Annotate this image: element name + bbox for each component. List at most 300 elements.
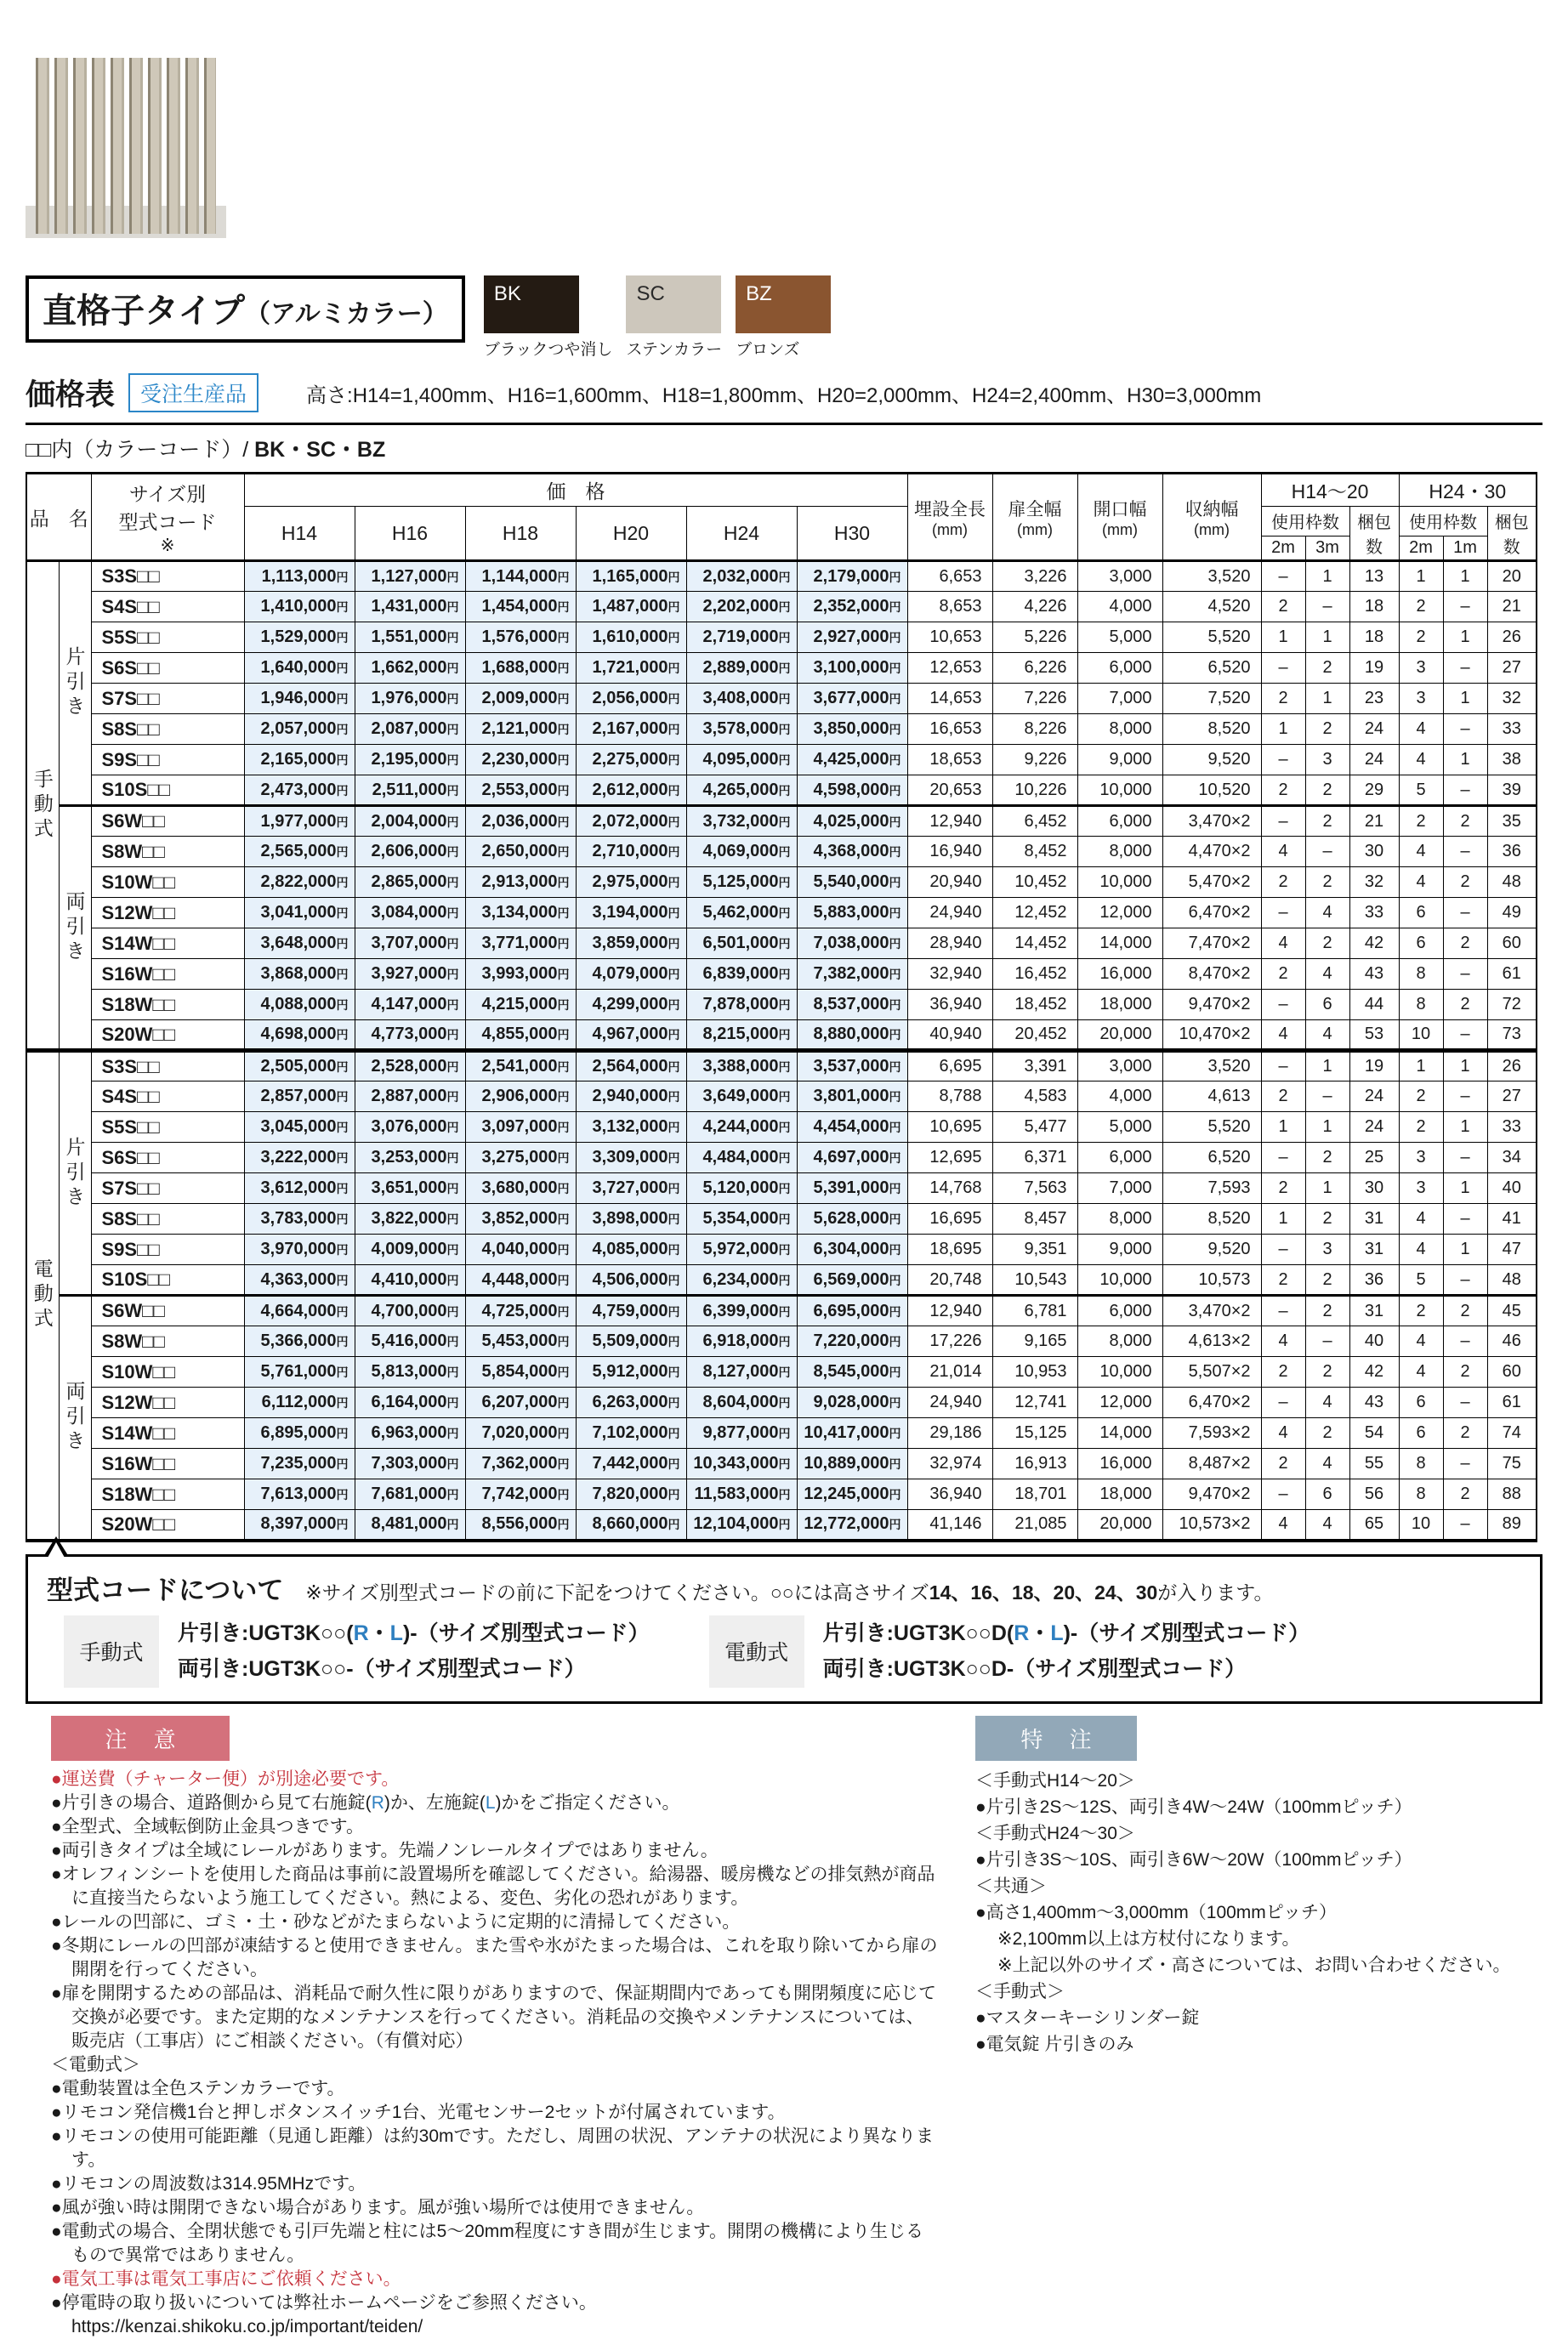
price-cell: 3,649,000円 [686,1082,797,1112]
special-list [975,1768,1542,2058]
price-cell: 4,700,000円 [355,1296,465,1326]
dimension-cell: 16,000 [1077,959,1162,990]
dimension-cell: 8,653 [907,592,992,622]
price-cell: 2,167,000円 [576,714,686,745]
count-cell: 48 [1487,1265,1537,1296]
dimension-cell: 14,452 [992,928,1077,959]
row-subgroup-label: 片引き [59,561,91,806]
dimension-cell: 9,470×2 [1162,1479,1261,1510]
price-cell: 12,245,000円 [797,1479,907,1510]
count-cell: 24 [1349,745,1399,775]
table-row [26,592,1537,622]
count-cell: 72 [1487,990,1537,1020]
caution-item: ●両引きタイプは全域にレールがあります。先端ノンレールタイプではありません。 [51,1840,719,1860]
count-cell: 33 [1487,1112,1537,1143]
dimension-cell: 5,000 [1077,1112,1162,1143]
price-cell: 7,020,000円 [465,1418,576,1449]
count-cell: 61 [1487,959,1537,990]
special-note-item: ●高さ1,400mm～3,000mm（100mmピッチ） [975,1902,1337,1922]
count-cell: 43 [1349,1388,1399,1418]
dimension-cell: 3,391 [992,1051,1077,1082]
dimension-cell: 20,748 [907,1265,992,1296]
dimension-cell: 24,940 [907,898,992,928]
dimension-cell: 12,000 [1077,1388,1162,1418]
price-cell: 2,473,000円 [244,775,355,806]
table-row [26,898,1537,928]
price-cell: 2,004,000円 [355,806,465,837]
count-cell: 73 [1487,1020,1537,1051]
table-row [26,622,1537,653]
dimension-cell: 8,000 [1077,837,1162,867]
price-cell: 1,976,000円 [355,684,465,714]
count-cell: 39 [1487,775,1537,806]
count-cell: 2 [1261,775,1305,806]
count-cell: – [1305,1326,1349,1357]
count-cell: 2 [1305,714,1349,745]
count-cell: 1 [1305,1173,1349,1204]
count-cell: 4 [1399,1204,1443,1235]
count-cell: 4 [1261,1510,1305,1541]
dimension-cell: 18,000 [1077,1479,1162,1510]
row-subgroup-label: 両引き [59,1296,91,1541]
count-cell: 6 [1399,1418,1443,1449]
count-cell: 2 [1261,592,1305,622]
count-cell: 32 [1487,684,1537,714]
swatch-color-SC: SC [626,275,721,333]
count-cell: 4 [1261,928,1305,959]
caution-item: ●運送費（チャーター便）が別途必要です。 [51,1768,400,1789]
model-code-cell: S3S□□ [91,561,244,592]
price-cell: 3,408,000円 [686,684,797,714]
count-cell: 56 [1349,1479,1399,1510]
price-cell: 8,604,000円 [686,1388,797,1418]
count-cell: 24 [1349,1082,1399,1112]
price-cell: 4,040,000円 [465,1235,576,1265]
price-cell: 7,220,000円 [797,1326,907,1357]
price-cell: 5,509,000円 [576,1326,686,1357]
price-cell: 8,127,000円 [686,1357,797,1388]
count-cell: – [1443,1020,1487,1051]
count-cell: 6 [1399,928,1443,959]
price-cell: 3,859,000円 [576,928,686,959]
dimension-cell: 8,520 [1162,714,1261,745]
table-row [26,1357,1537,1388]
model-code-note: ※サイズ別型式コードの前に下記をつけてください。○○には高さサイズ14、16、18、20、24、30が入ります。 [305,1581,1274,1604]
swatch-SC [626,275,722,360]
count-cell: 46 [1487,1326,1537,1357]
price-cell: 2,889,000円 [686,653,797,684]
model-code-cell: S10S□□ [91,1265,244,1296]
price-cell: 3,041,000円 [244,898,355,928]
price-cell: 4,265,000円 [686,775,797,806]
price-cell: 6,695,000円 [797,1296,907,1326]
price-cell: 1,576,000円 [465,622,576,653]
table-row [26,1296,1537,1326]
table-row [26,1143,1537,1173]
table-row [26,1265,1537,1296]
count-cell: 48 [1487,867,1537,898]
count-cell: 26 [1487,622,1537,653]
row-subgroup-label: 片引き [59,1051,91,1296]
price-cell: 2,887,000円 [355,1082,465,1112]
dimension-cell: 14,000 [1077,928,1162,959]
count-cell: 2 [1261,1449,1305,1479]
price-cell: 3,134,000円 [465,898,576,928]
price-cell: 5,761,000円 [244,1357,355,1388]
count-cell: 4 [1305,1388,1349,1418]
price-cell: 3,222,000円 [244,1143,355,1173]
price-cell: 3,898,000円 [576,1204,686,1235]
model-code-lines [823,1615,1310,1688]
count-cell: 2 [1261,1082,1305,1112]
count-cell: – [1443,714,1487,745]
price-cell: 3,677,000円 [797,684,907,714]
count-cell: 1 [1443,684,1487,714]
count-cell: 55 [1349,1449,1399,1479]
price-cell: 1,410,000円 [244,592,355,622]
table-row [26,745,1537,775]
price-cell: 5,453,000円 [465,1326,576,1357]
price-cell: 3,132,000円 [576,1112,686,1143]
count-cell: 42 [1349,1357,1399,1388]
count-cell: 1 [1443,1173,1487,1204]
price-cell: 4,079,000円 [576,959,686,990]
dimension-cell: 5,520 [1162,622,1261,653]
price-cell: 1,431,000円 [355,592,465,622]
price-cell: 7,038,000円 [797,928,907,959]
dimension-cell: 10,000 [1077,1357,1162,1388]
count-cell: 4 [1261,1020,1305,1051]
price-cell: 1,551,000円 [355,622,465,653]
special-note-item: ※2,100mm以上は方杖付になります。 [997,1928,1300,1949]
count-cell: 3 [1399,1173,1443,1204]
price-cell: 5,416,000円 [355,1326,465,1357]
count-cell: 2 [1305,867,1349,898]
price-cell: 4,697,000円 [797,1143,907,1173]
dimension-cell: 4,000 [1077,1082,1162,1112]
caution-list [51,1768,940,2339]
price-cell: 9,028,000円 [797,1388,907,1418]
caution-item: ●扉を開閉するための部品は、消耗品で耐久性に限りがありますので、保証期間内であっても開閉頻度に応じて交換が必要です。また定期的なメンテナンスを行ってください。消耗品の交換やメンテナンスについては、販売店（工事店）にご相談ください。（有償対応） [51,1983,937,2051]
table-row [26,1449,1537,1479]
dimension-cell: 24,940 [907,1388,992,1418]
model-code-section [26,1554,1542,1704]
price-cell: 8,545,000円 [797,1357,907,1388]
price-cell: 10,417,000円 [797,1418,907,1449]
dimension-cell: 6,000 [1077,653,1162,684]
count-cell: 19 [1349,1051,1399,1082]
count-cell: 40 [1349,1326,1399,1357]
price-cell: 4,095,000円 [686,745,797,775]
price-cell: 3,970,000円 [244,1235,355,1265]
price-cell: 8,215,000円 [686,1020,797,1051]
count-cell: 47 [1487,1235,1537,1265]
price-cell: 5,628,000円 [797,1204,907,1235]
dimension-cell: 12,000 [1077,898,1162,928]
model-code-cell: S10W□□ [91,1357,244,1388]
count-cell: 6 [1305,990,1349,1020]
col-header-h16: H16 [355,507,465,561]
price-cell: 9,877,000円 [686,1418,797,1449]
caution-item: ●リモコン発信機1台と押しボタンスイッチ1台、光電センサー2セットが付属されています。 [51,2102,786,2122]
table-row [26,959,1537,990]
price-cell: 2,230,000円 [465,745,576,775]
teiden-url[interactable]: https://kenzai.shikoku.co.jp/important/teiden/ [71,2316,423,2336]
caution-section [51,1716,940,2339]
table-row [26,837,1537,867]
dimension-cell: 16,940 [907,837,992,867]
table-row [26,1235,1537,1265]
price-cell: 1,662,000円 [355,653,465,684]
count-cell: 18 [1349,592,1399,622]
price-cell: 4,088,000円 [244,990,355,1020]
price-list-label: 価格表 [26,378,116,412]
dimension-cell: 7,593 [1162,1173,1261,1204]
dimension-cell: 10,000 [1077,867,1162,898]
price-cell: 2,719,000円 [686,622,797,653]
special-note-item: ●片引き2S～12S、両引き4W～24W（100mmピッチ） [975,1797,1412,1817]
count-cell: 20 [1487,561,1537,592]
price-cell: 2,087,000円 [355,714,465,745]
model-code-cell: S6S□□ [91,1143,244,1173]
model-code-cell: S8W□□ [91,1326,244,1357]
dimension-cell: 10,226 [992,775,1077,806]
price-cell: 2,009,000円 [465,684,576,714]
dimension-cell: 18,653 [907,745,992,775]
count-cell: – [1443,898,1487,928]
count-cell: 1 [1305,1051,1349,1082]
dimension-cell: 16,913 [992,1449,1077,1479]
price-cell: 7,102,000円 [576,1418,686,1449]
table-row [26,653,1537,684]
count-cell: 75 [1487,1449,1537,1479]
dimension-cell: 18,452 [992,990,1077,1020]
count-cell: 61 [1487,1388,1537,1418]
count-cell: 2 [1305,1143,1349,1173]
dimension-cell: 10,452 [992,867,1077,898]
count-cell: – [1443,1204,1487,1235]
dimension-cell: 5,470×2 [1162,867,1261,898]
caution-item: ●リモコンの周波数は314.95MHzです。 [51,2173,366,2194]
count-cell: 31 [1349,1204,1399,1235]
color-code-note [26,433,1542,463]
dimension-cell: 9,520 [1162,1235,1261,1265]
page-title-sub: （アルミカラー） [245,300,448,328]
count-cell: 31 [1349,1235,1399,1265]
price-cell: 2,913,000円 [465,867,576,898]
model-code-block [709,1615,1310,1688]
price-cell: 2,710,000円 [576,837,686,867]
divider [26,423,1542,425]
swatch-color-BZ: BZ [736,275,831,333]
table-row [26,1082,1537,1112]
count-cell: 2 [1443,867,1487,898]
price-cell: 4,363,000円 [244,1265,355,1296]
model-code-cell: S16W□□ [91,1449,244,1479]
count-cell: 33 [1349,898,1399,928]
count-cell: 4 [1399,714,1443,745]
col-header-tobira: 扉全幅 (mm) [992,474,1077,561]
price-cell: 2,975,000円 [576,867,686,898]
count-cell: 1 [1399,1051,1443,1082]
price-cell: 3,852,000円 [465,1204,576,1235]
count-cell: – [1261,1479,1305,1510]
dimension-cell: 16,452 [992,959,1077,990]
price-cell: 4,664,000円 [244,1296,355,1326]
price-cell: 5,354,000円 [686,1204,797,1235]
model-code-cell: S6S□□ [91,653,244,684]
price-cell: 6,918,000円 [686,1326,797,1357]
count-cell: 4 [1399,1235,1443,1265]
dimension-cell: 3,520 [1162,1051,1261,1082]
dimension-cell: 6,520 [1162,653,1261,684]
swatch-label: ステンカラー [626,341,723,359]
swatch-label: ブラックつや消し [483,341,613,359]
count-cell: 4 [1399,1357,1443,1388]
dimension-cell: 7,470×2 [1162,928,1261,959]
col-header-kaikou: 開口幅 (mm) [1077,474,1162,561]
count-cell: 30 [1349,837,1399,867]
price-cell: 2,612,000円 [576,775,686,806]
price-cell: 6,839,000円 [686,959,797,990]
col-header-h14-20: H14～20 [1261,474,1399,507]
dimension-cell: 12,452 [992,898,1077,928]
col-header-2m-b: 2m [1399,536,1443,560]
price-cell: 4,410,000円 [355,1265,465,1296]
price-cell: 8,481,000円 [355,1510,465,1541]
count-cell: 31 [1349,1296,1399,1326]
model-code-cell: S4S□□ [91,592,244,622]
dimension-cell: 9,165 [992,1326,1077,1357]
count-cell: – [1443,653,1487,684]
price-cell: 6,569,000円 [797,1265,907,1296]
col-header-h20: H20 [576,507,686,561]
price-cell: 6,263,000円 [576,1388,686,1418]
table-row [26,1173,1537,1204]
caution-item: ●冬期にレールの凹部が凍結すると使用できません。また雪や氷がたまった場合は、これを取り除いてから扉の開閉を行ってください。 [51,1935,938,1979]
model-code-line: 両引き:UGT3K○○-（サイズ別型式コード） [178,1657,586,1681]
model-code-cell: S12W□□ [91,1388,244,1418]
count-cell: 26 [1487,1051,1537,1082]
dimension-cell: 6,000 [1077,1296,1162,1326]
price-cell: 4,725,000円 [465,1296,576,1326]
special-note-item: ●マスターキーシリンダー錠 [975,2007,1200,2028]
count-cell: 4 [1399,745,1443,775]
price-cell: 5,912,000円 [576,1357,686,1388]
price-cell: 4,484,000円 [686,1143,797,1173]
count-cell: – [1443,1510,1487,1541]
dimension-cell: 6,000 [1077,1143,1162,1173]
special-note-section [940,1716,1542,2339]
model-code-block-label: 電動式 [709,1615,804,1688]
table-row [26,806,1537,837]
price-cell: 4,506,000円 [576,1265,686,1296]
price-cell: 2,511,000円 [355,775,465,806]
dimension-cell: 6,371 [992,1143,1077,1173]
model-code-block-label: 手動式 [64,1615,159,1688]
count-cell: 4 [1261,837,1305,867]
price-cell: 3,771,000円 [465,928,576,959]
price-cell: 3,612,000円 [244,1173,355,1204]
count-cell: 1 [1305,684,1349,714]
price-cell: 6,207,000円 [465,1388,576,1418]
dimension-cell: 6,470×2 [1162,898,1261,928]
count-cell: – [1261,1296,1305,1326]
count-cell: 2 [1305,1204,1349,1235]
count-cell: 4 [1305,1510,1349,1541]
price-cell: 1,113,000円 [244,561,355,592]
price-cell: 12,104,000円 [686,1510,797,1541]
table-row [26,1388,1537,1418]
price-cell: 7,742,000円 [465,1479,576,1510]
count-cell: 36 [1349,1265,1399,1296]
count-cell: 32 [1349,867,1399,898]
price-cell: 2,564,000円 [576,1051,686,1082]
model-code-block [64,1615,650,1688]
model-code-cell: S20W□□ [91,1020,244,1051]
price-cell: 3,076,000円 [355,1112,465,1143]
model-code-cell: S18W□□ [91,1479,244,1510]
model-code-line: 片引き:UGT3K○○(R・L)-（サイズ別型式コード） [178,1621,650,1645]
price-cell: 1,946,000円 [244,684,355,714]
price-cell: 2,865,000円 [355,867,465,898]
model-code-cell: S5S□□ [91,1112,244,1143]
count-cell: – [1261,653,1305,684]
count-cell: 8 [1399,1479,1443,1510]
table-row [26,1020,1537,1051]
dimension-cell: 3,470×2 [1162,806,1261,837]
count-cell: – [1261,745,1305,775]
dimension-cell: 28,940 [907,928,992,959]
count-cell: 1 [1443,1051,1487,1082]
count-cell: 42 [1349,928,1399,959]
price-cell: 3,537,000円 [797,1051,907,1082]
count-cell: 2 [1399,1296,1443,1326]
title-row [26,275,1542,360]
dimension-cell: 14,653 [907,684,992,714]
model-code-cell: S16W□□ [91,959,244,990]
count-cell: 2 [1443,990,1487,1020]
price-cell: 10,889,000円 [797,1449,907,1479]
count-cell: 2 [1443,1357,1487,1388]
price-cell: 6,399,000円 [686,1296,797,1326]
price-table [26,472,1537,1542]
dimension-cell: 5,520 [1162,1112,1261,1143]
price-cell: 4,454,000円 [797,1112,907,1143]
table-row [26,775,1537,806]
dimension-cell: 10,653 [907,622,992,653]
dimension-cell: 20,000 [1077,1510,1162,1541]
dimension-cell: 10,573 [1162,1265,1261,1296]
count-cell: 10 [1399,1510,1443,1541]
price-cell: 1,454,000円 [465,592,576,622]
col-header-konpou-1: 梱包数 [1349,507,1399,561]
count-cell: 18 [1349,622,1399,653]
price-cell: 3,707,000円 [355,928,465,959]
dimension-cell: 9,226 [992,745,1077,775]
price-cell: 3,822,000円 [355,1204,465,1235]
count-cell: 4 [1261,1418,1305,1449]
price-cell: 4,147,000円 [355,990,465,1020]
price-cell: 7,235,000円 [244,1449,355,1479]
dimension-cell: 8,000 [1077,1326,1162,1357]
count-cell: – [1443,775,1487,806]
count-cell: – [1261,806,1305,837]
count-cell: 2 [1261,959,1305,990]
dimension-cell: 14,000 [1077,1418,1162,1449]
price-cell: 6,501,000円 [686,928,797,959]
dimension-cell: 5,477 [992,1112,1077,1143]
